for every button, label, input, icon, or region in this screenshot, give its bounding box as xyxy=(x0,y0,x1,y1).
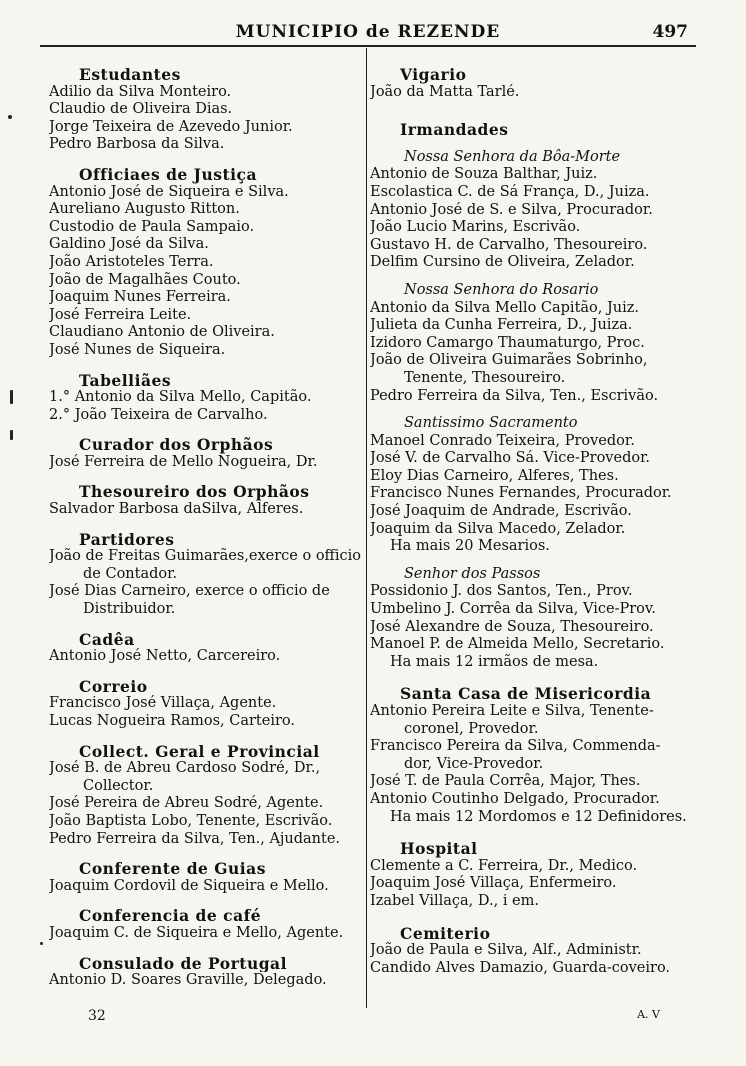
entry-line: Jorge Teixeira de Azevedo Junior. xyxy=(49,118,293,135)
entry-line: José Joaquim de Andrade, Escrivão. xyxy=(370,503,632,520)
section-heading: Cemiterio xyxy=(400,924,491,943)
entry-line: João da Matta Tarlé. xyxy=(370,83,520,100)
entry-line: João de Magalhães Couto. xyxy=(49,271,241,288)
scan-speck xyxy=(8,115,12,119)
entry-line: Izabel Villaça, D., i em. xyxy=(370,892,540,909)
entry-line: Adilio da Silva Monteiro. xyxy=(49,83,232,100)
section-estudantes xyxy=(49,66,363,154)
signature-mark: 32 xyxy=(88,1008,106,1024)
entry-line: João Baptista Lobo, Tenente, Escrivão. xyxy=(49,812,333,829)
entry-line: Lucas Nogueira Ramos, Carteiro. xyxy=(49,713,295,729)
entry-line: Joaquim Cordovil de Siqueira e Mello. xyxy=(49,877,329,894)
extra-note: Ha mais 12 irmãos de mesa. xyxy=(390,653,599,670)
entry-line: 1.° Antonio da Silva Mello, Capitão. xyxy=(49,389,312,406)
section-correio xyxy=(49,678,363,731)
right-column xyxy=(370,66,690,977)
entry-line: Pedro Ferreira da Silva, Ten., Escrivão. xyxy=(370,387,659,404)
entry-line: José Nunes de Siqueira. xyxy=(49,341,226,358)
entry-line: Izidoro Camargo Thaumaturgo, Proc. xyxy=(370,334,645,351)
entry-line: Galdino José da Silva. xyxy=(49,236,209,253)
section-partidores xyxy=(49,531,363,619)
entry-line: Eloy Dias Carneiro, Alferes, Thes. xyxy=(370,467,619,484)
entry-line: Manoel Conrado Teixeira, Provedor. xyxy=(370,432,635,449)
entry-line: José V. de Carvalho Sá. Vice-Provedor. xyxy=(370,450,651,467)
subsection-title: Santissimo Sacramento xyxy=(404,415,578,432)
section-heading: Conferencia de café xyxy=(79,907,262,925)
header-rule xyxy=(40,45,696,47)
section-tabelliaes xyxy=(49,372,363,425)
entry-line: Antonio Pereira Leite e Silva, Tenente- xyxy=(370,703,654,719)
entry-line: José Alexandre de Souza, Thesoureiro. xyxy=(370,618,654,635)
section-heading: Partidores xyxy=(79,530,175,549)
entry-line: Candido Alves Damazio, Guarda-coveiro. xyxy=(370,959,671,976)
entry-line: Tenente, Thesoureiro. xyxy=(404,369,566,386)
column-divider xyxy=(366,48,367,1008)
subsection-title: Nossa Senhora da Bôa-Morte xyxy=(404,148,621,165)
entry-line: Collector. xyxy=(83,777,154,794)
section-conferente-de-guias xyxy=(49,860,363,895)
section-heading: Consulado de Portugal xyxy=(79,954,287,973)
extra-note: Ha mais 12 Mordomos e 12 Definidores. xyxy=(390,808,687,825)
page-footer xyxy=(40,1008,696,1028)
entry-line: José Ferreira Leite. xyxy=(49,306,192,323)
entry-line: Francisco Nunes Fernandes, Procurador. xyxy=(370,485,672,502)
section-heading: Thesoureiro dos Orphãos xyxy=(79,483,310,502)
entry-line: Salvador Barbosa daSilva, Alferes. xyxy=(49,501,304,518)
left-column xyxy=(49,66,363,990)
entry-line: Umbelino J. Corrêa da Silva, Vice-Prov. xyxy=(370,601,656,618)
section-conferencia-de-cafe xyxy=(49,907,363,942)
entry-line: Joaquim da Silva Macedo, Zelador. xyxy=(370,520,626,537)
entry-line: Clemente a C. Ferreira, Dr., Medico. xyxy=(370,857,638,874)
entry-line: João de Freitas Guimarães,exerce o officio xyxy=(49,548,361,565)
entry-line: Antonio D. Soares Graville, Delegado. xyxy=(49,972,327,989)
section-heading: Correio xyxy=(79,677,148,696)
entry-line: Antonio da Silva Mello Capitão, Juiz. xyxy=(370,299,640,316)
entry-line: Gustavo H. de Carvalho, Thesoureiro. xyxy=(370,236,648,253)
entry-line: José Ferreira de Mello Nogueira, Dr. xyxy=(49,453,318,470)
entry-line: Distribuidor. xyxy=(83,601,176,618)
entry-line: Antonio Coutinho Delgado, Procurador. xyxy=(370,790,660,807)
scan-speck xyxy=(10,430,13,440)
section-heading: Conferente de Guias xyxy=(79,860,266,878)
subsection-title: Nossa Senhora do Rosario xyxy=(404,281,599,298)
entry-line: Julieta da Cunha Ferreira, D., Juiza. xyxy=(370,317,633,334)
section-heading: Curador dos Orphãos xyxy=(79,436,274,454)
section-vigario xyxy=(370,66,690,101)
page-header xyxy=(40,20,696,44)
entry-line: Joaquim C. de Siqueira e Mello, Agente. xyxy=(49,924,344,941)
section-cadea xyxy=(49,631,363,666)
entry-line: Francisco Pereira da Silva, Commenda- xyxy=(370,738,661,755)
section-irmandades xyxy=(370,121,690,671)
section-heading: Hospital xyxy=(400,840,478,858)
section-officiaes-de-justica xyxy=(49,166,363,360)
subsection-title: Senhor dos Passos xyxy=(404,565,541,582)
section-heading: Santa Casa de Misericordia xyxy=(400,685,652,703)
section-hospital xyxy=(370,840,690,910)
page-number: 497 xyxy=(652,22,688,42)
running-title: MUNICIPIO de REZENDE xyxy=(235,22,501,42)
scan-speck xyxy=(40,942,43,945)
entry-line: João Aristoteles Terra. xyxy=(49,253,214,270)
section-cemiterio xyxy=(370,925,690,978)
section-heading: Irmandades xyxy=(400,121,509,139)
extra-note: Ha mais 20 Mesarios. xyxy=(390,538,550,555)
entry-line: Claudio de Oliveira Dias. xyxy=(49,101,233,118)
section-collectoria xyxy=(49,743,363,849)
entry-line: Pedro Barbosa da Silva. xyxy=(49,136,225,153)
entry-line: João de Oliveira Guimarães Sobrinho, xyxy=(370,352,648,369)
entry-line: Antonio de Souza Balthar, Juiz. xyxy=(370,166,598,183)
entry-line: João Lucio Marins, Escrivão. xyxy=(370,219,581,236)
entry-line: Claudiano Antonio de Oliveira. xyxy=(49,324,275,341)
section-heading: Cadêa xyxy=(79,630,135,649)
entry-line: Delfim Cursino de Oliveira, Zelador. xyxy=(370,254,635,271)
entry-line: José Pereira de Abreu Sodré, Agente. xyxy=(49,795,324,812)
entry-line: Aureliano Augusto Ritton. xyxy=(49,201,240,218)
entry-line: Joaquim Nunes Ferreira. xyxy=(49,289,231,306)
entry-line: Pedro Ferreira da Silva, Ten., Ajudante. xyxy=(49,830,341,847)
entry-line: Manoel P. de Almeida Mello, Secretario. xyxy=(370,636,665,653)
section-heading: Vigario xyxy=(400,66,467,84)
entry-line: Escolastica C. de Sá França, D., Juiza. xyxy=(370,183,650,200)
entry-line: de Contador. xyxy=(83,565,178,582)
entry-line: 2.° João Teixeira de Carvalho. xyxy=(49,406,268,423)
entry-line: Joaquim José Villaça, Enfermeiro. xyxy=(370,875,617,892)
footer-mark: A. V xyxy=(637,1008,660,1021)
entry-line: José Dias Carneiro, exerce o officio de xyxy=(49,583,330,600)
entry-line: coronel, Provedor. xyxy=(404,720,539,737)
entry-line: José T. de Paula Corrêa, Major, Thes. xyxy=(370,773,641,790)
section-heading: Collect. Geral e Provincial xyxy=(79,742,320,761)
section-heading: Tabelliães xyxy=(79,371,172,390)
entry-line: Antonio José de S. e Silva, Procurador. xyxy=(370,201,653,218)
entry-line: Francisco José Villaça, Agente. xyxy=(49,695,277,712)
scan-speck xyxy=(10,390,13,404)
entry-line: Antonio José Netto, Carcereiro. xyxy=(49,648,281,665)
section-curador-dos-orphaos xyxy=(49,436,363,471)
entry-line: Possidonio J. dos Santos, Ten., Prov. xyxy=(370,583,633,600)
section-heading: Officiaes de Justiça xyxy=(79,165,258,184)
section-heading: Estudantes xyxy=(79,66,181,84)
entry-line: José B. de Abreu Cardoso Sodré, Dr., xyxy=(49,760,321,777)
section-consulado-de-portugal xyxy=(49,955,363,990)
section-thesoureiro-dos-orphaos xyxy=(49,483,363,518)
entry-line: dor, Vice-Provedor. xyxy=(404,755,544,772)
section-santa-casa xyxy=(370,685,690,826)
entry-line: João de Paula e Silva, Alf., Administr. xyxy=(370,942,642,959)
entry-line: Antonio José de Siqueira e Silva. xyxy=(49,183,289,200)
entry-line: Custodio de Paula Sampaio. xyxy=(49,218,255,235)
